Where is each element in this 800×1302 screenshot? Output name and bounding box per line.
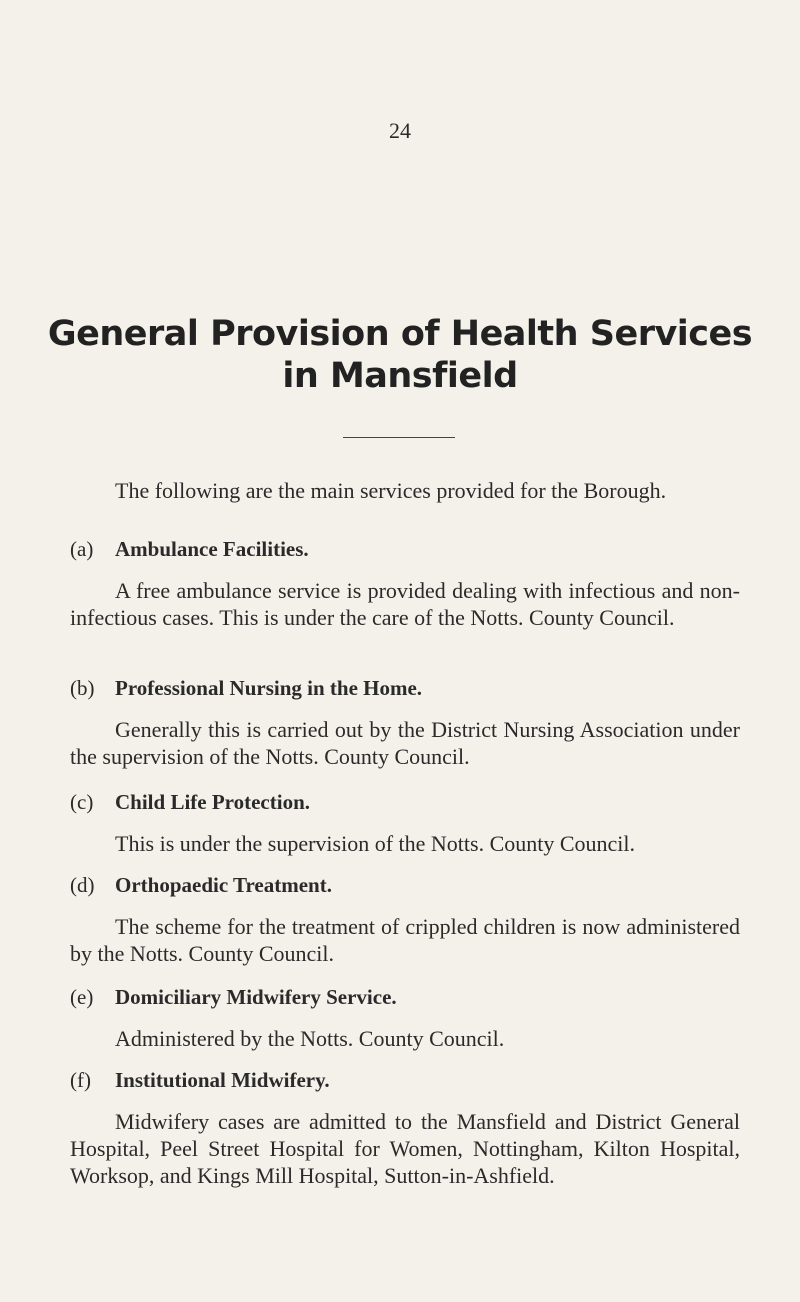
section-letter: (d): [70, 873, 95, 897]
section-letter: (f): [70, 1068, 91, 1092]
section-letter: (c): [70, 790, 94, 814]
intro-paragraph: The following are the main services provided for the Borough.: [115, 478, 667, 503]
section-title: Child Life Protection.: [115, 790, 311, 814]
section-body: Administered by the Notts. County Council.: [115, 1026, 505, 1051]
section-body: A free ambulance service is provided dealing with infectious and non-infectious cases. This is under the care of the Notts. County Council.: [70, 578, 740, 630]
section-body: Midwifery cases are admitted to the Mansfield and District General Hospital, Peel Street Hospital for Women, Nottingham, Kilton Hospital, Worksop, and Kings Mill Hospital, Sutton-in-Ashfield.: [70, 1109, 740, 1188]
section-domiciliary-midwifery: [70, 983, 740, 1052]
section-child-life: [70, 788, 740, 857]
page-number: 24: [389, 118, 411, 143]
section-ambulance: [70, 535, 740, 631]
section-body: The scheme for the treatment of crippled children is now administered by the Notts. County Council.: [70, 914, 740, 966]
section-orthopaedic: [70, 871, 740, 967]
section-institutional-midwifery: [70, 1066, 740, 1189]
section-body: This is under the supervision of the Notts. County Council.: [115, 831, 636, 856]
section-title: Institutional Midwifery.: [115, 1068, 330, 1092]
section-heading: [70, 535, 740, 563]
section-heading: [70, 788, 740, 816]
section-title: Orthopaedic Treatment.: [115, 873, 332, 897]
title-line-1: General Provision of Health Services: [47, 314, 753, 354]
section-heading: [70, 674, 740, 702]
section-letter: (a): [70, 537, 94, 561]
section-nursing: [70, 674, 740, 770]
section-body: Generally this is carried out by the District Nursing Association under the supervision of the Notts. County Council.: [70, 717, 740, 769]
title-line-2: in Mansfield: [282, 356, 518, 396]
section-title: Domiciliary Midwifery Service.: [115, 985, 397, 1009]
page-title: [0, 313, 800, 397]
section-heading: [70, 983, 740, 1011]
section-letter: (e): [70, 985, 94, 1009]
section-letter: (b): [70, 676, 95, 700]
section-title: Ambulance Facilities.: [115, 537, 309, 561]
divider-rule: [343, 437, 455, 438]
section-heading: [70, 1066, 740, 1094]
section-heading: [70, 871, 740, 899]
section-title: Professional Nursing in the Home.: [115, 676, 423, 700]
